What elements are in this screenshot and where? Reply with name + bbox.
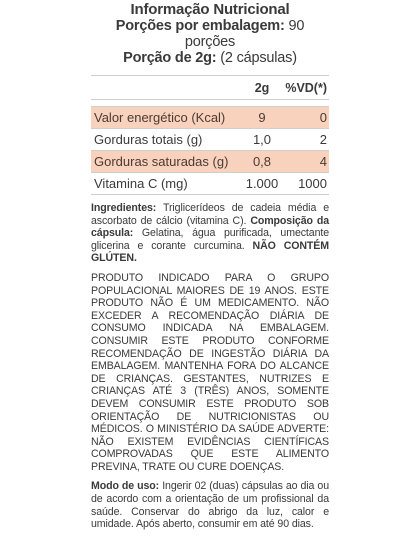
nutrition-table (91, 75, 329, 195)
table-header-row (91, 75, 329, 100)
nutrient-vd: 0 (319, 110, 327, 125)
capsule-label: Composição da cápsula: (91, 214, 329, 240)
gluten-notice: NÃO CONTÉM GLÚTEN. (91, 239, 329, 265)
nutrient-name: Valor energético (Kcal) (94, 110, 226, 125)
table-spacer (91, 100, 329, 107)
portion-line (91, 50, 329, 66)
ingredients-text: Triglicerídeos de cadeia média e ascorbato de cálcio (vitamina C). (91, 202, 329, 227)
nutrient-vd: 4 (319, 154, 327, 169)
table-row (91, 107, 329, 129)
portion-value: (2 cápsulas) (220, 50, 297, 66)
table-row (91, 151, 329, 173)
column-header-vd: %VD(*) (285, 80, 327, 95)
nutrition-label (91, 0, 329, 538)
portion-label: Porção de 2g: (123, 50, 217, 66)
ingredients-label: Ingredientes: (91, 202, 157, 214)
usage-label: Modo de uso: (91, 480, 160, 493)
ingredients-paragraph (91, 202, 329, 265)
column-header-amount: 2g (254, 80, 270, 95)
servings-label: Porções por embalagem: (115, 18, 285, 34)
nutrient-vd: 1000 (298, 176, 327, 191)
nutrient-name: Gorduras totais (g) (94, 132, 203, 147)
nutrient-amount: 9 (258, 110, 266, 125)
nutrient-name: Vitamina C (mg) (94, 176, 188, 191)
nutrient-amount: 1.000 (245, 176, 279, 191)
capsule-text: Gelatina, água purificada, umectante glicerina e corante curcumina. (91, 227, 329, 252)
label-title: Informação Nutricional (130, 1, 290, 18)
nutrient-vd: 2 (319, 132, 327, 147)
table-row (91, 129, 329, 151)
warning-paragraph: PRODUTO INDICADO PARA O GRUPO POPULACIONAL MAIORES DE 19 ANOS. ESTE PRODUTO NÃO É UM MEDICAMENTO. NÃO EXCEDER A RECOMENDAÇÃO DIÁRIA DE CONSUMO INDICADA NA EMBALAGEM. CONSUMIR ESTE PRODUTO CONFORME RECOMENDAÇÃO DE INGESTÃO DIÁRIA DA EMBALAGEM. MANTENHA FORA DO ALCANCE DE CRIANÇAS. GESTANTES, NUTRIZES E CRIANÇAS ATÉ 3 (TRÊS) ANOS, SOMENTE DEVEM CONSUMIR ESTE PRODUTO SOB ORIENTAÇÃO DE NUTRICIONISTAS OU MÉDICOS. O MINISTÉRIO DA SAÚDE ADVERTE: NÃO EXISTEM EVIDÊNCIAS CIENTÍFICAS COMPROVADAS QUE ESTE ALIMENTO PREVINA, TRATE OU CURE DOENÇAS. (91, 271, 329, 473)
servings-value: 90 porções (184, 18, 305, 50)
label-text (91, 202, 329, 531)
nutrient-name: Gorduras saturadas (g) (94, 154, 229, 169)
usage-paragraph (91, 480, 329, 530)
nutrient-amount: 0,8 (252, 154, 272, 169)
table-row (91, 173, 329, 195)
servings-line (91, 18, 329, 50)
nutrient-amount: 1,0 (252, 132, 272, 147)
usage-text: Ingerir 02 (duas) cápsulas ao dia ou de acordo com a orientação de um profissional da saúde. Conservar do abrigo da luz, calor e umidade. Após aberto, consumir em até 90 dias. (91, 480, 329, 531)
